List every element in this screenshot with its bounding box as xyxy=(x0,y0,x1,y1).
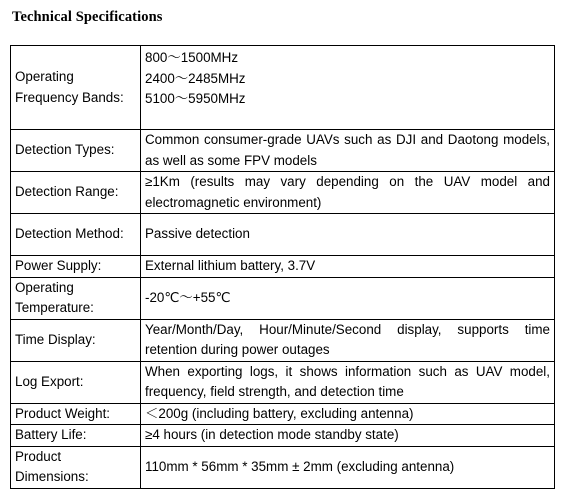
table-row xyxy=(11,425,555,447)
table-row xyxy=(11,46,555,130)
table-row xyxy=(11,361,555,403)
table-row xyxy=(11,277,555,319)
row-label-power-supply: Power Supply: xyxy=(11,256,141,278)
row-label-time-display: Time Display: xyxy=(11,319,141,361)
row-value-frequency-bands xyxy=(141,46,555,130)
row-value-product-weight: ＜200g (including battery, excluding antenna) xyxy=(141,403,555,425)
row-value-log-export: When exporting logs, it shows information such as UAV model, frequency, field strength, and detection time xyxy=(141,361,555,403)
table-row xyxy=(11,214,555,256)
row-value-detection-range: ≥1Km (results may vary depending on the UAV model and electromagnetic environment) xyxy=(141,172,555,214)
row-value-battery-life: ≥4 hours (in detection mode standby state) xyxy=(141,425,555,447)
row-label-detection-types: Detection Types: xyxy=(11,130,141,172)
row-label-frequency-bands: Operating Frequency Bands: xyxy=(11,46,141,130)
table-row xyxy=(11,403,555,425)
row-label-detection-range: Detection Range: xyxy=(11,172,141,214)
row-label-battery-life: Battery Life: xyxy=(11,425,141,447)
row-value-detection-method: Passive detection xyxy=(141,214,555,256)
page-title: Technical Specifications xyxy=(12,9,163,25)
table-row xyxy=(11,130,555,172)
frequency-band-3: 5100～5950MHz xyxy=(145,91,246,106)
specifications-table xyxy=(10,45,555,489)
row-label-product-weight: Product Weight: xyxy=(11,403,141,425)
row-label-log-export: Log Export: xyxy=(11,361,141,403)
table-row xyxy=(11,319,555,361)
row-value-product-dimensions: 110mm * 56mm * 35mm ± 2mm (excluding antenna) xyxy=(141,446,555,488)
table-row xyxy=(11,446,555,488)
row-label-detection-method: Detection Method: xyxy=(11,214,141,256)
row-label-product-dimensions: Product Dimensions: xyxy=(11,446,141,488)
table-row xyxy=(11,256,555,278)
row-value-detection-types: Common consumer-grade UAVs such as DJI and Daotong models, as well as some FPV models xyxy=(141,130,555,172)
row-value-time-display: Year/Month/Day, Hour/Minute/Second display, supports time retention during power outages xyxy=(141,319,555,361)
row-label-operating-temperature: Operating Temperature: xyxy=(11,277,141,319)
row-value-operating-temperature: -20℃～+55℃ xyxy=(141,277,555,319)
frequency-band-1: 800～1500MHz xyxy=(145,50,239,65)
frequency-band-2: 2400～2485MHz xyxy=(145,70,246,86)
row-value-power-supply: External lithium battery, 3.7V xyxy=(141,256,555,278)
table-row xyxy=(11,172,555,214)
